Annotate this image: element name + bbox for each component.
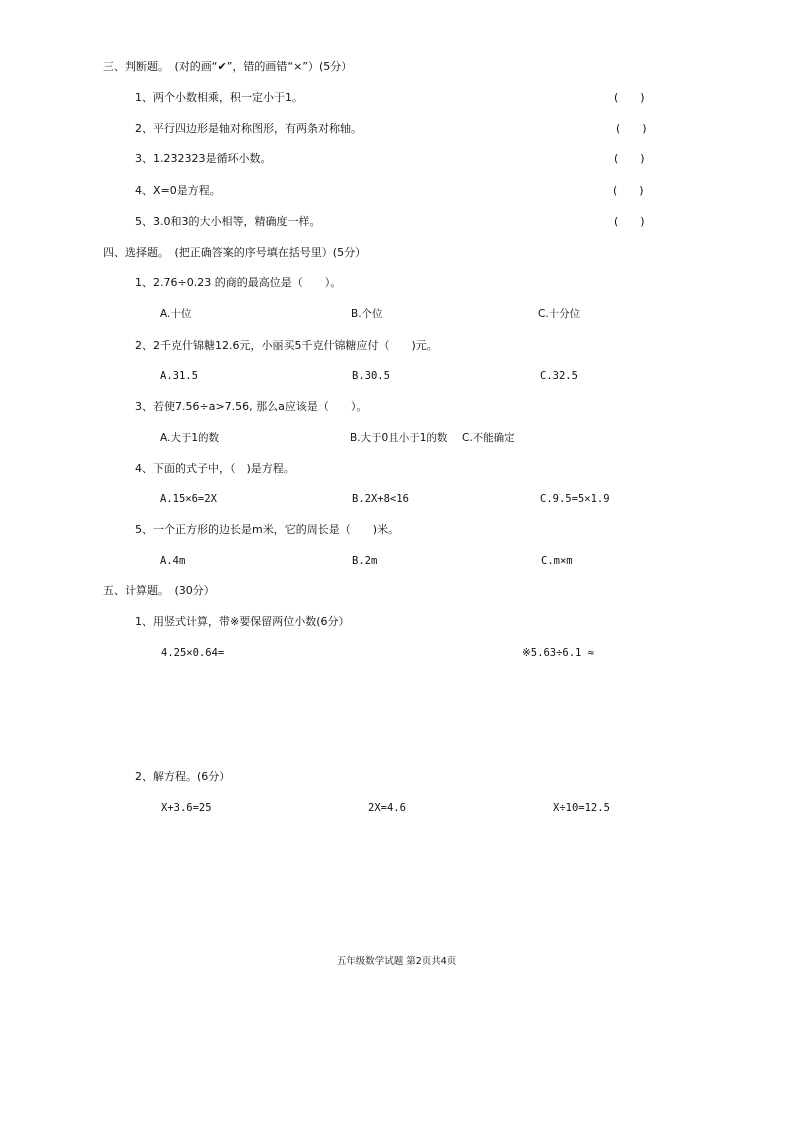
choice-2-option-a: A.31.5: [160, 370, 198, 382]
choice-3-option-a: A.大于1的数: [160, 432, 220, 444]
choice-2-option-c: C.32.5: [540, 370, 578, 382]
choice-item-5: 5、一个正方形的边长是m米，它的周长是（ )米。: [135, 523, 400, 536]
choice-item-4: 4、下面的式子中，（ )是方程。: [135, 462, 295, 475]
choice-5-option-c: C.m×m: [541, 555, 573, 567]
choice-4-option-b: B.2X+8<16: [352, 493, 409, 505]
section5-title: 五、计算题。 (30分）: [103, 584, 215, 597]
choice-1-option-b: B.个位: [351, 308, 383, 320]
calc-q1-text: 1、用竖式计算，带※要保留两位小数(6分）: [135, 615, 350, 628]
judge-item-1: 1、两个小数相乘，积一定小于1。: [135, 91, 303, 104]
section3-title: 三、判断题。 (对的画“✔”，错的画错“×”）(5分）: [103, 60, 353, 73]
choice-1-option-a: A.十位: [160, 308, 192, 320]
judge-item-3: 3、1.232323是循环小数。: [135, 152, 272, 165]
choice-2-option-b: B.30.5: [352, 370, 390, 382]
choice-4-option-a: A.15×6=2X: [160, 493, 217, 505]
page-footer: 五年级数学试题 第2页共4页: [336, 956, 457, 967]
judge-bracket-5: ( ): [614, 215, 645, 228]
judge-item-2: 2、平行四边形是轴对称图形，有两条对称轴。: [135, 122, 362, 135]
equation-2: 2X=4.6: [368, 802, 406, 814]
equation-1: X+3.6=25: [161, 802, 212, 814]
choice-item-2: 2、2千克什锦糖12.6元，小丽买5千克什锦糖应付（ )元。: [135, 339, 438, 352]
choice-item-1: 1、2.76÷0.23 的商的最高位是（ ）。: [135, 276, 342, 289]
judge-bracket-2: ( ): [616, 122, 647, 135]
judge-item-5: 5、3.0和3的大小相等，精确度一样。: [135, 215, 321, 228]
choice-3-option-c: C.不能确定: [462, 432, 515, 444]
calc-q1-expr-2: ※5.63÷6.1 ≈: [522, 647, 595, 659]
calc-q2-text: 2、解方程。(6分）: [135, 770, 231, 783]
judge-bracket-4: ( ): [613, 184, 644, 197]
judge-bracket-1: ( ): [614, 91, 645, 104]
choice-3-option-b: B.大于0且小于1的数: [350, 432, 448, 444]
choice-5-option-a: A.4m: [160, 555, 186, 567]
section4-title: 四、选择题。 (把正确答案的序号填在括号里）(5分）: [103, 246, 367, 259]
calc-q1-expr-1: 4.25×0.64=: [161, 647, 225, 659]
choice-5-option-b: B.2m: [352, 555, 378, 567]
choice-item-3: 3、若使7.56÷a>7.56, 那么a应该是（ ）。: [135, 400, 368, 413]
equation-3: X÷10=12.5: [553, 802, 610, 814]
judge-item-4: 4、X=0是方程。: [135, 184, 221, 197]
choice-4-option-c: C.9.5=5×1.9: [540, 493, 610, 505]
choice-1-option-c: C.十分位: [538, 308, 581, 320]
judge-bracket-3: ( ): [614, 152, 645, 165]
